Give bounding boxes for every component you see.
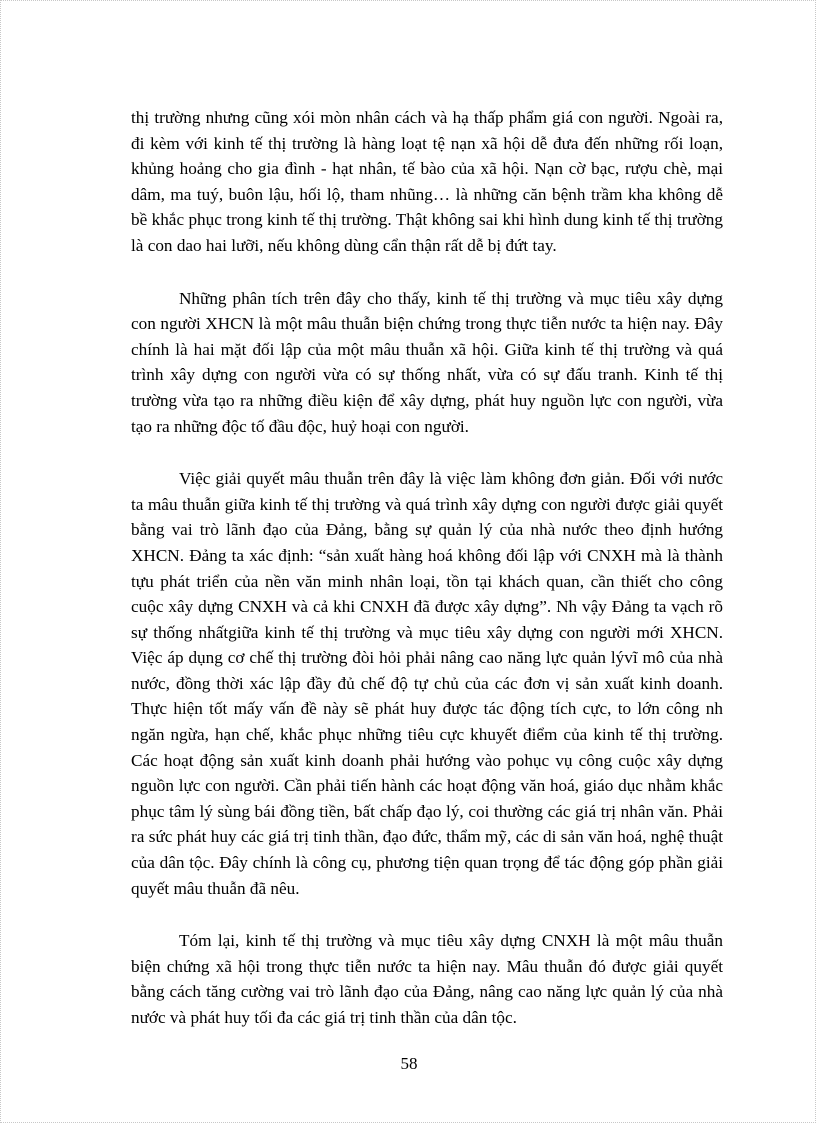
paragraph-continuation: thị trường nhưng cũng xói mòn nhân cách và hạ thấp phẩm giá con người. Ngoài ra, đi kèm với kinh tế thị trường là hàng loạt tệ nạn xã hội dễ đưa đến những rối loạn, khủng hoảng cho gia đình - hạt nhân, tế bào của xã hội. Nạn cờ bạc, rượu chè, mại dâm, ma tuý, buôn lậu, hối lộ, tham nhũng… là những căn bệnh trầm kha không dễ bề khắc phục trong kinh tế thị trường. Thật không sai khi hình dung kinh tế thị trường là con dao hai lưỡi, nếu không dùng cẩn thận rất dễ bị đứt tay. bbox=[131, 108, 723, 255]
paragraph-conclusion: Tóm lại, kinh tế thị trường và mục tiêu xây dựng CNXH là một mâu thuẫn biện chứng xã hội trong thực tiễn nước ta hiện nay. Mâu thuẫn đó được giải quyết bằng cách tăng cường vai trò lãnh đạo của Đảng, nâng cao năng lực quản lý của nhà nước và phát huy tối đa các giá trị tinh thần của dân tộc. bbox=[131, 931, 723, 1027]
paragraph-resolution: Việc giải quyết mâu thuẫn trên đây là việc làm không đơn giản. Đối với nước ta mâu thuẫn giữa kinh tế thị trường và quá trình xây dựng con người được giải quyết bằng vai trò lãnh đạo của Đảng, bằng sự quản lý của nhà nước theo định hướng XHCN. Đảng ta xác định: “sản xuất hàng hoá không đối lập với CNXH mà là thành tựu phát triển của nền văn minh nhân loại, tồn tại khách quan, cần thiết cho công cuộc xây dựng CNXH và cả khi CNXH đã được xây dựng”. Nh vậy Đảng ta vạch rõ sự thống nhấtgiữa kinh tế thị trường và mục tiêu xây dựng con người mới XHCN. Việc áp dụng cơ chế thị trường đòi hỏi phải nâng cao năng lực quản lývĩ mô của nhà nước, đồng thời xác lập đầy đủ chế độ tự chủ của các đơn vị sản xuất kinh doanh. Thực hiện tốt mấy vấn đề này sẽ phát huy được tác động tích cực, to lớn công nh ngăn ngừa, hạn chế, khắc phục những tiêu cực khuyết điểm của kinh tế thị trường. Các hoạt động sản xuất kinh doanh phải hướng vào pohục vụ công cuộc xây dựng nguồn lực con người. Cần phải tiến hành các hoạt động văn hoá, giáo dục nhằm khắc phục tâm lý sùng bái đồng tiền, bất chấp đạo lý, coi thường các giá trị nhân văn. Phải ra sức phát huy các giá trị tinh thần, đạo đức, thẩm mỹ, các di sản văn hoá, nghệ thuật của dân tộc. Đây chính là công cụ, phương tiện quan trọng để tác động góp phần giải quyết mâu thuẫn đã nêu. bbox=[131, 469, 723, 898]
paragraph-analysis: Những phân tích trên đây cho thấy, kinh tế thị trường và mục tiêu xây dựng con người XHCN là một mâu thuẫn biện chứng trong thực tiễn nước ta hiện nay. Đây chính là hai mặt đối lập của một mâu thuẫn xã hội. Giữa kinh tế thị trường và quá trình xây dựng con người vừa có sự thống nhất, vừa có sự đấu tranh. Kinh tế thị trường vừa tạo ra những điều kiện để xây dựng, phát huy nguồn lực con người, vừa tạo ra những độc tố đầu độc, huỷ hoại con người. bbox=[131, 288, 723, 436]
page-body bbox=[131, 105, 723, 1058]
page-number: 58 bbox=[400, 1054, 418, 1073]
